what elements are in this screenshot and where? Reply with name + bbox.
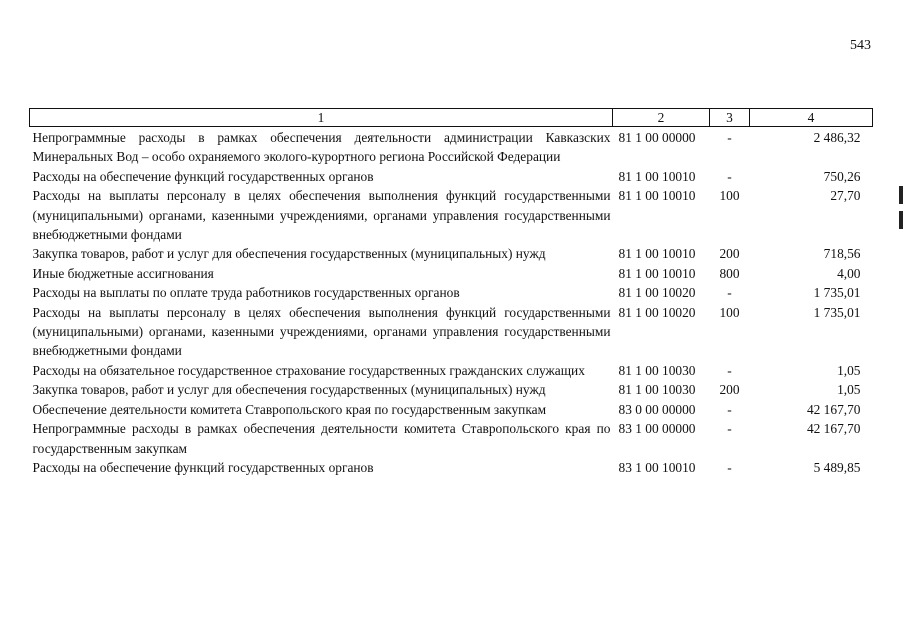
table-row [30, 244, 873, 263]
table-row [30, 419, 873, 458]
table-header-row [30, 109, 873, 127]
cell-amount: 1,05 [837, 362, 861, 378]
cell-code: 83 1 00 00000 [618, 421, 696, 437]
cell-code: 81 1 00 10010 [618, 188, 696, 204]
cell-code: 81 1 00 10030 [618, 382, 696, 398]
column-header-name: 1 [30, 109, 613, 127]
table-row [30, 400, 873, 419]
cell-amount: 1 735,01 [813, 285, 861, 301]
cell-amount: 2 486,32 [813, 130, 861, 145]
cell-name: Расходы на выплаты персоналу в целях обеспечения выполнения функций государственными (муниципальными) органами, казенными учреждениями, органами управления государственными внебюджетными фондами [32, 188, 611, 243]
table-row [30, 361, 873, 380]
cell-code: 81 1 00 10020 [618, 285, 696, 301]
cell-name: Закупка товаров, работ и услуг для обеспечения государственных (муниципальных) нужд [32, 246, 546, 262]
margin-mark [899, 211, 903, 229]
cell-name: Расходы на обязательное государственное страхование государственных гражданских служащих [32, 362, 585, 378]
cell-expense-type: - [727, 459, 732, 475]
margin-mark [899, 186, 903, 204]
cell-amount: 5 489,85 [813, 459, 861, 475]
cell-expense-type: 800 [719, 265, 740, 281]
budget-table [29, 108, 873, 477]
cell-code: 83 1 00 10010 [618, 459, 696, 475]
table-row [30, 283, 873, 302]
table-row [30, 186, 873, 244]
table-row [30, 127, 873, 167]
cell-expense-type: 200 [719, 246, 740, 262]
cell-amount: 42 167,70 [806, 421, 861, 437]
cell-name: Закупка товаров, работ и услуг для обеспечения государственных (муниципальных) нужд [32, 382, 546, 398]
table-body [30, 127, 873, 478]
table-row [30, 264, 873, 283]
cell-code: 81 1 00 10010 [618, 168, 696, 184]
cell-name: Расходы на обеспечение функций государственных органов [32, 459, 374, 475]
cell-name: Иные бюджетные ассигнования [32, 265, 214, 281]
cell-amount: 4,00 [837, 265, 861, 281]
cell-name: Расходы на выплаты персоналу в целях обеспечения выполнения функций государственными (муниципальными) органами, казенными учреждениями, органами управления государственными внебюджетными фондами [32, 304, 611, 359]
cell-name: Расходы на обеспечение функций государственных органов [32, 168, 374, 184]
cell-expense-type: - [727, 285, 732, 301]
table-row [30, 380, 873, 399]
cell-amount: 1 735,01 [813, 304, 861, 320]
cell-amount: 1,05 [837, 382, 861, 398]
cell-expense-type: 100 [719, 304, 740, 320]
cell-expense-type: - [727, 401, 732, 417]
cell-expense-type: - [727, 130, 732, 145]
cell-code: 81 1 00 10010 [618, 265, 696, 281]
table-row [30, 303, 873, 361]
cell-name: Расходы на выплаты по оплате труда работников государственных органов [32, 285, 460, 301]
column-header-code: 2 [613, 109, 710, 127]
cell-code: 81 1 00 00000 [618, 130, 696, 145]
cell-expense-type: - [727, 168, 732, 184]
table-row [30, 458, 873, 477]
column-header-expense-type: 3 [710, 109, 750, 127]
cell-amount: 718,56 [823, 246, 861, 262]
cell-code: 83 0 00 00000 [618, 401, 696, 417]
cell-code: 81 1 00 10010 [618, 246, 696, 262]
cell-expense-type: 200 [719, 382, 740, 398]
cell-code: 81 1 00 10020 [618, 304, 696, 320]
cell-name: Непрограммные расходы в рамках обеспечения деятельности администрации Кавказских Минеральных Вод – особо охраняемого эколого-курортного региона Российской Федерации [32, 130, 611, 165]
table-row [30, 167, 873, 186]
cell-amount: 750,26 [823, 168, 861, 184]
cell-amount: 27,70 [830, 188, 861, 204]
page-number: 543 [850, 38, 871, 53]
cell-code: 81 1 00 10030 [618, 362, 696, 378]
column-header-amount: 4 [750, 109, 873, 127]
cell-expense-type: 100 [719, 188, 740, 204]
cell-name: Обеспечение деятельности комитета Ставропольского края по государственным закупкам [32, 401, 547, 417]
cell-expense-type: - [727, 421, 732, 437]
cell-name: Непрограммные расходы в рамках обеспечения деятельности комитета Ставропольского края по государственным закупкам [32, 421, 611, 456]
cell-expense-type: - [727, 362, 732, 378]
cell-amount: 42 167,70 [806, 401, 861, 417]
